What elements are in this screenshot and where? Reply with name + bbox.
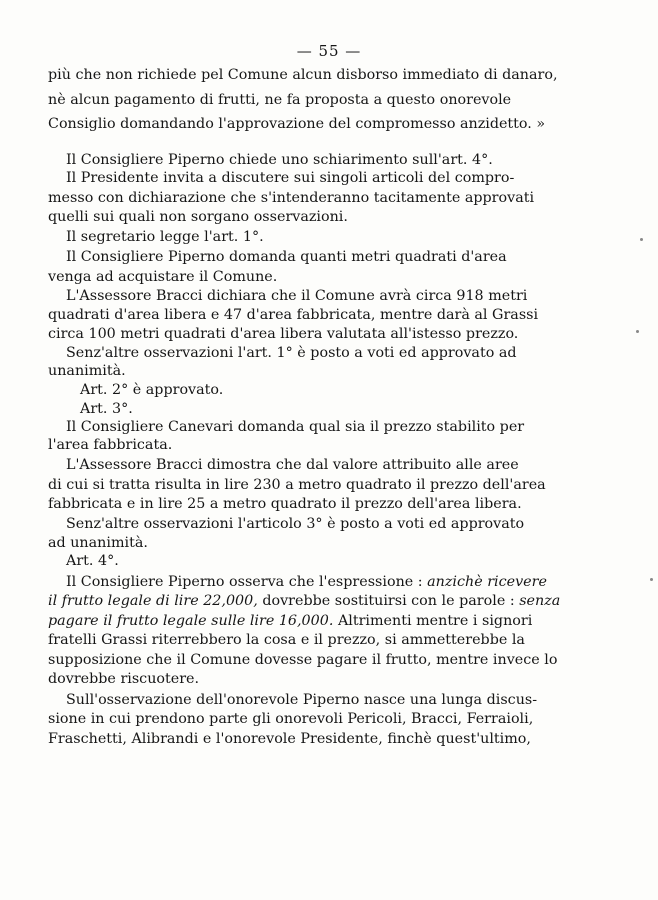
text-line: venga ad acquistare il Comune. [48,269,278,285]
text-line: Consiglio domandando l'approvazione del compromesso anzidetto. » [48,116,546,132]
text-line: l'area fabbricata. [48,437,173,453]
text-line [48,612,533,631]
text-line: nè alcun pagamento di frutti, ne fa proposta a questo onorevole [48,92,512,108]
paper-speck [640,238,643,241]
text-line: fratelli Grassi riterrebbero la cosa e il prezzo, si ammetterebbe la [48,632,525,648]
text-line: Il Consigliere Piperno chiede uno schiarimento sull'art. 4°. [66,152,493,168]
text-line: quelli sui quali non sorgano osservazioni. [48,209,348,225]
text-line: Art. 3°. [80,401,133,417]
text-line: circa 100 metri quadrati d'area libera valutata all'istesso prezzo. [48,326,519,342]
text-line: Il segretario legge l'art. 1°. [66,229,264,245]
text-line: unanimità. [48,363,126,379]
text-line: L'Assessore Bracci dimostra che dal valore attribuito alle aree [66,457,519,473]
italic-text-run: senza [519,593,561,609]
text-line: L'Assessore Bracci dichiara che il Comune avrà circa 918 metri [66,288,528,304]
text-line: Art. 4°. [66,553,119,569]
text-line: Fraschetti, Alibrandi e l'onorevole Presidente, finchè quest'ultimo, [48,731,531,747]
text-line: Sull'osservazione dell'onorevole Piperno nasce una lunga discus- [66,692,538,708]
text-line: più che non richiede pel Comune alcun disborso immediato di danaro, [48,67,558,83]
text-line [48,592,561,611]
page-number: — 55 — [296,42,362,60]
italic-text-run: il frutto legale di lire 22,000, [48,593,258,609]
text-line: messo con dichiarazione che s'intenderanno tacitamente approvati [48,190,535,206]
italic-text-run: anzichè ricevere [427,574,547,590]
text-line: sione in cui prendono parte gli onorevoli Pericoli, Bracci, Ferraioli, [48,711,534,727]
italic-text-run: pagare il frutto legale sulle lire 16,000. [48,613,334,629]
paper-speck [636,330,639,333]
text-line: Art. 2° è approvato. [80,382,224,398]
text-line [66,573,547,592]
text-line: ad unanimità. [48,535,148,551]
text-line: Il Consigliere Canevari domanda qual sia il prezzo stabilito per [66,419,525,435]
text-line: fabbricata e in lire 25 a metro quadrato il prezzo dell'area libera. [48,496,522,512]
text-line: Il Presidente invita a discutere sui singoli articoli del compro- [66,170,515,186]
text-line: Senz'altre osservazioni l'art. 1° è posto a voti ed approvato ad [66,345,517,361]
text-line: supposizione che il Comune dovesse pagare il frutto, mentre invece lo [48,652,558,668]
text-line: Il Consigliere Piperno domanda quanti metri quadrati d'area [66,249,507,265]
text-line: quadrati d'area libera e 47 d'area fabbricata, mentre darà al Grassi [48,307,539,323]
text-run: Il Consigliere Piperno osserva che l'espressione : [66,574,428,590]
text-line: Senz'altre osservazioni l'articolo 3° è posto a voti ed approvato [66,516,525,532]
text-line: di cui si tratta risulta in lire 230 a metro quadrato il prezzo dell'area [48,477,546,493]
text-run: Altrimenti mentre i signori [333,613,533,629]
text-run: dovrebbe sostituirsi con le parole : [257,593,520,609]
paper-speck [650,578,653,581]
text-line: dovrebbe riscuotere. [48,671,200,687]
